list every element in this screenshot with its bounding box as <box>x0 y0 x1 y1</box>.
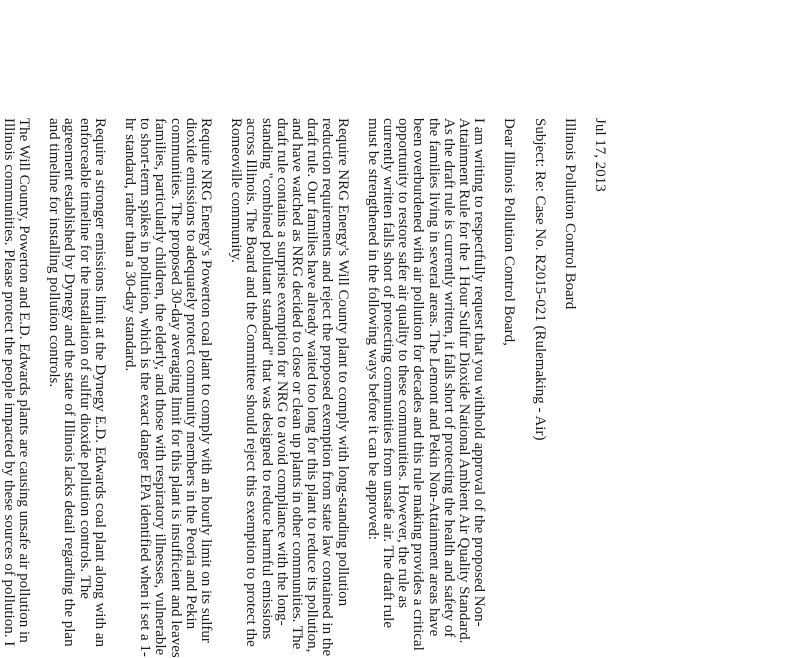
letter-paragraph: Require NRG Energy's Will County plant to comply with long-standing pollution reduction requirements and reject the proposed exemption from state law contained in the draft rule. Our families have already waited too long for this plant to reduce its pollution, and have watched as NRG decided to close or clean up plants in other communities. The draft rule contains a surprise exemption for NRG to avoid compliance with the long-standing "combined pollutant standard" that was designed to reduce harmful emissions across Illinois. The Board and the Committee should reject this exemption to protect the Romeoville community. <box>228 118 351 657</box>
letter-salutation: Dear Illinois Pollution Control Board, <box>501 118 518 346</box>
letter-paragraph: I am writing to respectfully request that you withhold approval of the proposed Non-Attainment Rule for the 1 Hour Sulfur Dioxide National Ambient Air Quality Standard. As the draft rule is currently written, it falls short of protecting the health and safety of the families living in several areas. The Lemont and Pekin Non-Attainment areas have been overburdened with air pollution for decades and this rule making provides a critical opportunity to restore safer air quality to these communities. However, the rule as currently written falls short of protecting communities from unsafe air. The draft rule must be strengthened in the following ways before it can be approved: <box>364 118 488 651</box>
letter-recipient: Illinois Pollution Control Board <box>561 118 578 310</box>
letter-body <box>0 118 607 658</box>
letter-paragraph: Require NRG Energy's Powerton coal plant to comply with an hourly limit on its sulfur dioxide emissions to adequately protect community members in the Peoria and Pekin communities. The proposed 30-day averaging limit for this plant is insufficient and leaves families, particularly children, the elderly, and those with respiratory illnesses, vulnerable to short-term spikes in pollution, which is the exact danger EPA identified when it set a 1-hr standard, rather than a 30-day standard. <box>121 118 214 658</box>
letter-paragraph: The Will County, Powerton and E.D. Edwards plants are causing unsafe air pollution in Illinois communities. Please protect the people impacted by these sources of pollution. I <box>0 118 32 647</box>
letter-paragraph: Require a stronger emissions limit at the Dynegy E.D. Edwards coal plant along with an enforceable timeline for the installation of sulfur dioxide pollution controls. The agreement established by Dynegy and the state of Illinois lacks detail regarding the plan and timeline for installing pollution controls. <box>46 118 108 648</box>
letter-subject: Subject: Re: Case No. R2015-021 (Rulemaking - Air) <box>531 118 548 441</box>
letter-date: Jul 17, 2013 <box>592 118 608 192</box>
